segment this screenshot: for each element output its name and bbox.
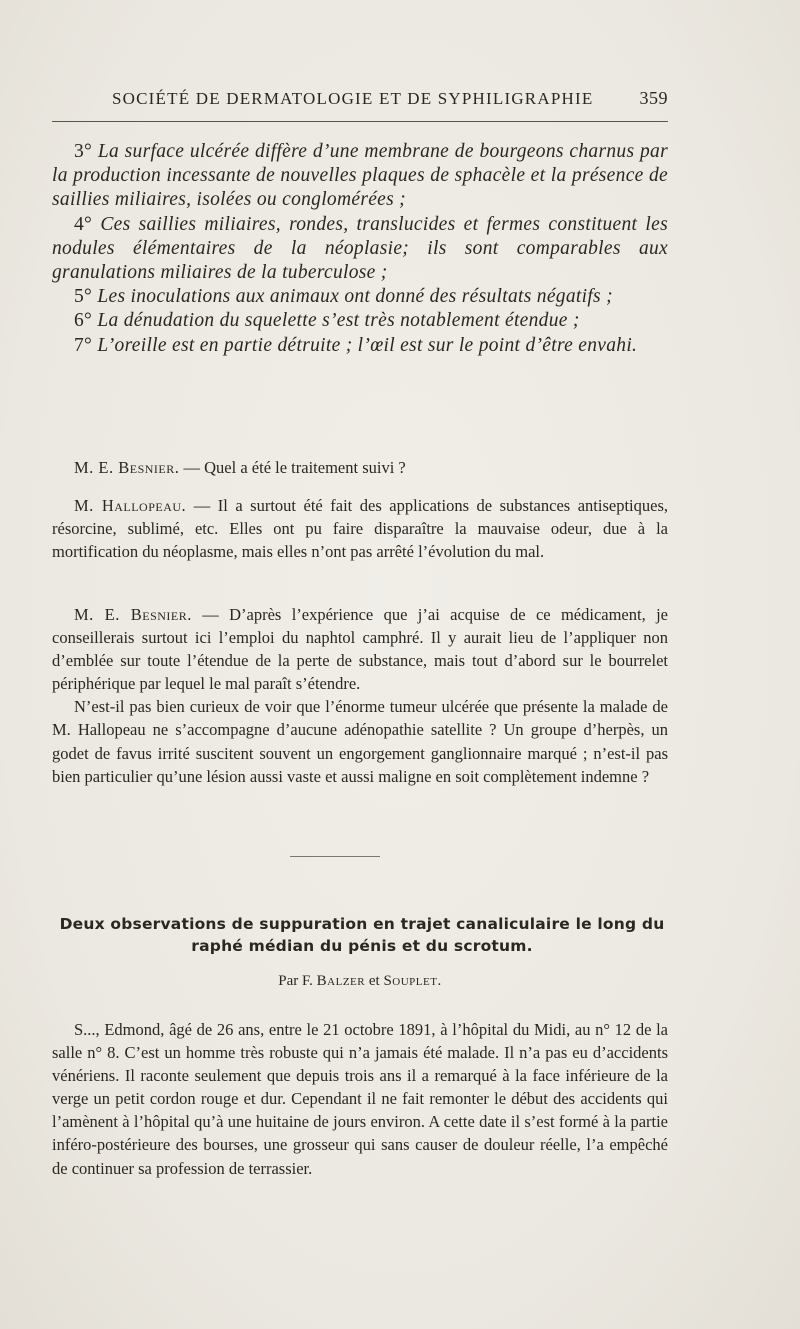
list-item: 4° Ces saillies miliaires, rondes, translucides et fermes constituent les nodules élémentaires de la néoplasie; ils sont comparables aux granulations miliaires de la tuberculose ; (52, 213, 668, 284)
reply-continuation: N’est-il pas bien curieux de voir que l’énorme tumeur ulcérée que présente la malade de M. Hallopeau ne s’accompagne d’aucune adénopathie satellite ? Un groupe d’herpès, un godet de favus irrité suscitent souvent un engorgement ganglionnaire marqué ; n’est-il pas bien particulier qu’une lésion aussi vaste et aussi maligne en soit complètement indemne ? (52, 697, 668, 786)
list-item: 7° L’oreille est en partie détruite ; l’œil est sur le point d’être envahi. (74, 334, 638, 356)
running-title: SOCIÉTÉ DE DERMATOLOGIE ET DE SYPHILIGRAPHIE (112, 89, 594, 108)
running-header (112, 88, 668, 109)
dialogue-reply: M. E. Besnier. — D’après l’expérience que j’ai acquise de ce médicament, je conseillerais surtout ici l’emploi du naphtol camphré. Il y aurait lieu de l’appliquer non d’emblée sur toute l’étendue de la perte de substance, mais tout d’abord sur le bourrelet périphérique par lequel le mal paraît s’étendre. N’est-il pas bien curieux de voir que l’énorme tumeur ulcérée que présente la malade de M. Hallopeau ne s’accompagne d’aucune adénopathie satellite ? Un groupe d’herpès, un godet de favus irrité suscitent souvent un engorgement ganglionnaire marqué ; n’est-il pas bien particulier qu’une lésion aussi vaste et aussi maligne en soit complètement indemne ? (52, 603, 668, 788)
header-rule (52, 121, 668, 122)
list-item: 6° La dénudation du squelette s’est très notablement étendue ; (74, 310, 580, 332)
case-report (52, 1018, 668, 1180)
list-item: 3° La surface ulcérée diffère d’une membrane de bourgeons charnus par la production incessante de nouvelles plaques de sphacèle et la présence de saillies miliaires, isolées ou conglomérées ; (52, 141, 668, 211)
conclusions-list (52, 140, 668, 358)
dialogue-question: M. E. Besnier. — Quel a été le traitement suivi ? (74, 458, 406, 477)
speaker-name: M. E. Besnier. (74, 605, 192, 624)
dialogue-answer: M. Hallopeau. — Il a surtout été fait des applications de substances antiseptiques, résorcine, sublimé, etc. Elles ont pu faire disparaître la mauvaise odeur, due à la mortification du néoplasme, mais elles n’ont pas arrêté l’évolution du mal. (52, 496, 668, 562)
article-byline: Par F. Balzer et Souplet. (278, 973, 442, 989)
section-divider (290, 856, 380, 857)
page-number: 359 (639, 88, 668, 108)
speaker-name: M. Hallopeau. (74, 496, 187, 515)
case-paragraph: S..., Edmond, âgé de 26 ans, entre le 21 octobre 1891, à l’hôpital du Midi, au n° 12 de la salle n° 8. C’est un homme très robuste qui n’a jamais été malade. Il n’a pas eu d’accidents vénériens. Il raconte seulement que depuis trois ans il a remarqué à la face inférieure de la verge un petit cordon rouge et dur. Cependant il ne fait remonter le début des accidents qui l’amènent à l’hôpital qu’à une huitaine de jours environ. A cette date il s’est formé à la partie inféro-postérieure des bourses, une grosseur qui sans causer de douleur réelle, l’a empêché de continuer sa profession de terrassier. (52, 1020, 668, 1178)
article-title: Deux observations de suppuration en trajet canaliculaire le long du raphé médian du pénis et du scrotum. (59, 915, 665, 955)
speaker-name: M. E. Besnier. (74, 458, 180, 477)
list-item: 5° Les inoculations aux animaux ont donné des résultats négatifs ; (74, 286, 613, 308)
